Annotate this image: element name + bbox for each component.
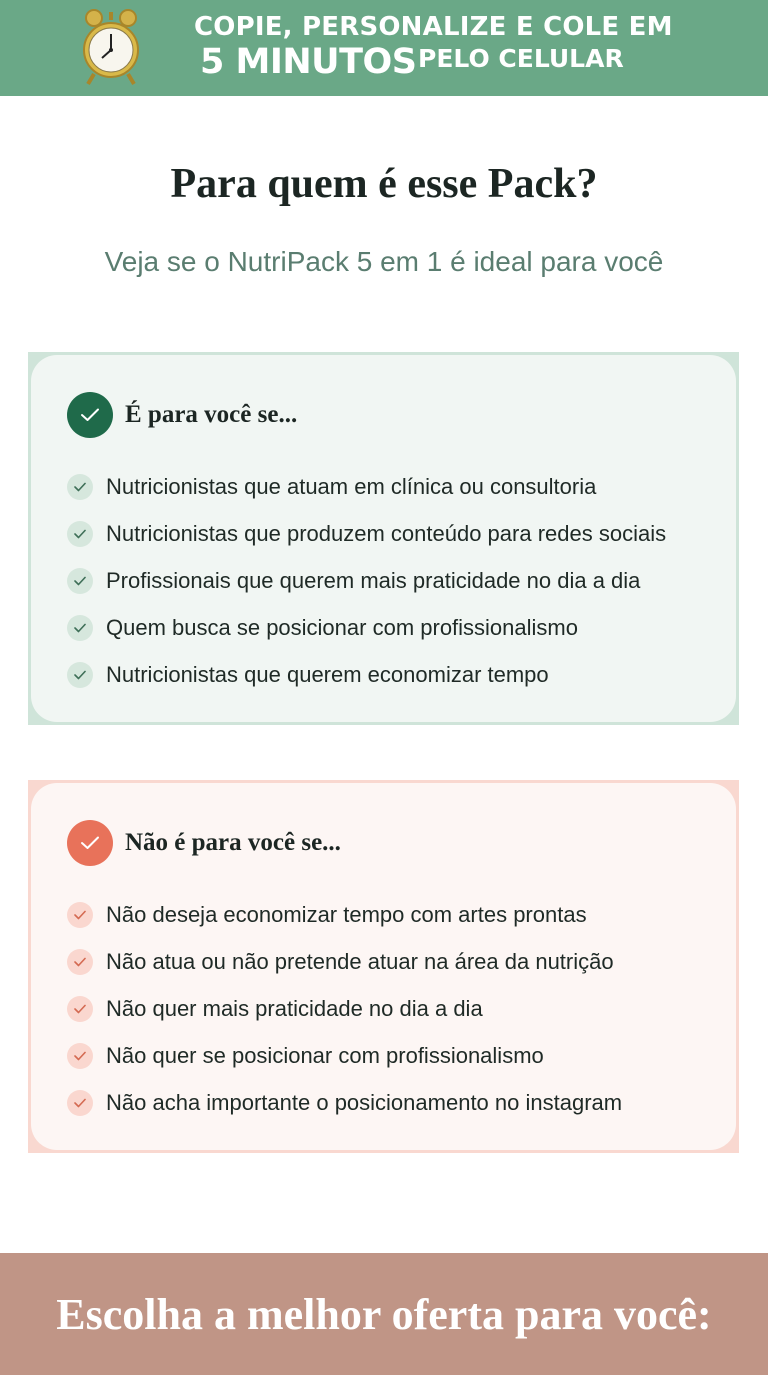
not-for-you-card	[28, 780, 739, 1153]
list-item	[67, 510, 666, 557]
for-you-card	[28, 352, 739, 725]
top-banner	[0, 0, 768, 96]
for-you-list	[67, 463, 666, 698]
not-for-you-header	[67, 819, 341, 867]
list-item	[67, 463, 666, 510]
check-icon	[67, 615, 93, 641]
list-item-text: Quem busca se posicionar com profissionalismo	[106, 614, 578, 640]
list-item-text: Não deseja economizar tempo com artes prontas	[106, 901, 587, 927]
section-subtitle: Veja se o NutriPack 5 em 1 é ideal para você	[104, 246, 664, 277]
list-item-text: Não acha importante o posicionamento no instagram	[106, 1089, 623, 1115]
check-icon	[67, 474, 93, 500]
banner-headline: COPIE, PERSONALIZE E COLE EM	[194, 12, 673, 42]
check-icon	[67, 662, 93, 688]
not-for-you-card-body	[31, 783, 736, 1150]
list-item-text: Nutricionistas que produzem conteúdo para redes sociais	[106, 520, 667, 546]
for-you-title: É para você se...	[125, 401, 298, 428]
check-icon	[67, 392, 113, 438]
not-for-you-list	[67, 891, 622, 1126]
list-item	[67, 891, 622, 938]
offer-banner	[0, 1253, 768, 1375]
check-icon	[67, 996, 93, 1022]
offer-heading: Escolha a melhor oferta para você:	[56, 1290, 712, 1339]
check-icon	[67, 902, 93, 928]
banner-subline: PELO CELULAR	[418, 44, 624, 73]
check-icon	[67, 949, 93, 975]
check-icon	[67, 568, 93, 594]
check-icon	[67, 1090, 93, 1116]
list-item	[67, 1079, 622, 1126]
list-item	[67, 651, 666, 698]
list-item-text: Não quer mais praticidade no dia a dia	[106, 995, 483, 1021]
list-item-text: Não atua ou não pretende atuar na área da nutrição	[106, 948, 614, 974]
for-you-header	[67, 391, 297, 439]
list-item-text: Não quer se posicionar com profissionalismo	[106, 1042, 544, 1068]
section-title: Para quem é esse Pack?	[170, 161, 598, 207]
banner-highlight: 5 MINUTOS	[200, 42, 417, 82]
alarm-clock-icon	[80, 6, 142, 86]
list-item-text: Nutricionistas que querem economizar tempo	[106, 661, 549, 687]
not-for-you-title: Não é para você se...	[125, 829, 341, 856]
list-item	[67, 938, 622, 985]
list-item-text: Profissionais que querem mais praticidade no dia a dia	[106, 567, 641, 593]
list-item	[67, 604, 666, 651]
for-you-card-body	[31, 355, 736, 722]
list-item	[67, 557, 666, 604]
list-item	[67, 985, 622, 1032]
check-icon	[67, 820, 113, 866]
check-icon	[67, 1043, 93, 1069]
list-item-text: Nutricionistas que atuam em clínica ou consultoria	[106, 473, 597, 499]
check-icon	[67, 521, 93, 547]
list-item	[67, 1032, 622, 1079]
